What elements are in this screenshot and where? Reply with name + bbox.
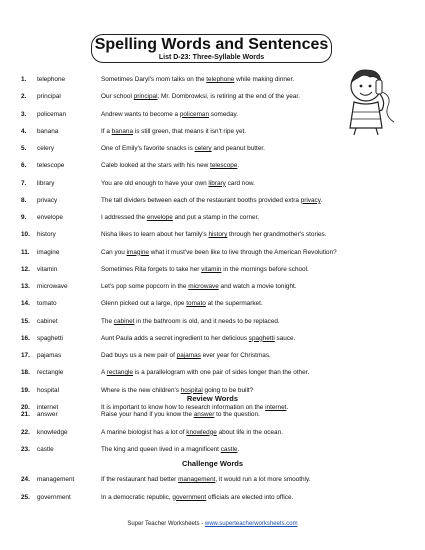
example-sentence [101,143,265,154]
item-number: 22. [21,428,30,436]
sentence-end: going to be built? [202,386,254,394]
underlined-word: imagine [126,248,149,256]
sentence-end: . [286,403,289,411]
example-sentence [101,264,309,275]
sentence-start: Our school [101,93,134,101]
example-sentence [101,160,239,171]
underlined-word: envelope [146,214,173,221]
item-number: 11. [21,248,30,256]
sentence-end: , it would run a lot more smoothly. [215,476,311,483]
underlined-word: privacy [300,196,321,204]
example-sentence [101,409,260,420]
sentence-end: . [237,162,240,170]
boy-on-phone-illustration [340,62,400,137]
underlined-word: answer [193,411,215,418]
underlined-word: microwave [188,283,219,290]
example-sentence [101,195,322,206]
example-sentence [101,333,295,344]
example-sentence [101,444,239,455]
spelling-word: internet [37,403,59,411]
sentence-end: . [320,196,323,204]
spelling-word: policeman [37,110,67,118]
spelling-word: government [37,493,71,501]
sentence-start: Let's pop some popcorn in the [101,283,189,290]
underlined-word: management [178,476,216,483]
sentence-start: The tall dividers between each of the restaurant booths provided extra [101,196,301,204]
underlined-word: spaghetti [248,334,275,342]
sentence-end: sauce. [274,334,296,342]
sentence-end: and put a stamp in the corner. [172,214,260,221]
page-subtitle: List D-23: Three-Syllable Words [158,54,265,61]
underlined-word: library [208,179,226,187]
sentence-end: someday. [209,110,239,118]
example-sentence [101,91,300,102]
footer-link[interactable]: www.superteacherworksheets.com [204,521,298,527]
spelling-word: vitamin [37,265,58,273]
example-sentence [101,109,238,120]
sentence-end: and peanut butter. [211,145,265,152]
example-sentence [101,126,246,137]
spelling-word: imagine [37,248,60,256]
sentence-start: It is important to know how to research information on the [101,403,266,411]
item-number: 15. [21,317,30,325]
item-number: 21. [21,411,30,418]
spelling-word: principal [37,93,61,101]
spelling-word: envelope [37,214,63,221]
item-number: 12. [21,265,30,273]
sentence-start: The king and queen lived in a magnificent [101,446,221,453]
sentence-end: through her grandmother's stories. [227,231,327,239]
underlined-word: policeman [179,110,210,118]
sentence-end: ever year for Christmas. [200,352,271,359]
footer [0,519,425,529]
title-box [91,34,332,63]
sentence-start: Nisha likes to learn about her family's [101,231,209,239]
underlined-word: principal [133,93,158,101]
example-sentence [101,281,297,292]
item-number: 7. [21,179,27,187]
sentence-start: Where is the new children's [101,386,181,394]
sentence-start: Andrew wants to become a [101,110,180,118]
underlined-word: pajamas [176,352,201,359]
item-number: 10. [21,231,30,239]
sentence-start: Aunt Paula adds a secret ingredient to her delicious [101,334,249,342]
example-sentence [101,492,293,503]
sentence-end: in the mornings before school. [221,265,309,273]
sentence-start: One of Emily's favorite snacks is [101,145,195,152]
spelling-word: tomato [37,300,57,308]
underlined-word: telephone [206,76,235,83]
sentence-start: A marine biologist has a lot of [101,428,187,436]
sentence-start: If the restaurant had better [101,476,179,483]
spelling-word: spaghetti [37,334,63,342]
item-number: 5. [21,145,27,152]
sentence-start: Dad buys us a new pair of [101,352,177,359]
item-number: 25. [21,493,30,501]
sentence-start: Sometimes Daryl's mom talks on the [101,76,207,83]
spelling-word: celery [37,145,55,152]
spelling-word: history [37,231,56,239]
sentence-start: If a [101,127,112,135]
sentence-start: In a democratic republic, [101,493,173,501]
underlined-word: tomato [186,300,206,308]
item-number: 14. [21,300,30,308]
sentence-start: The [101,317,114,325]
underlined-word: vitamin [201,265,222,273]
spelling-word: management [37,476,75,483]
item-number: 17. [21,352,30,359]
example-sentence [101,74,294,85]
sentence-end: card now. [225,179,255,187]
underlined-word: cabinet [113,317,135,325]
sentence-end: while making dinner. [234,76,295,83]
underlined-word: knowledge [186,428,217,436]
example-sentence [101,178,255,189]
sentence-end: and watch a movie tonight. [218,283,297,290]
sentence-start: A [101,369,107,377]
spelling-word: privacy [37,196,58,204]
sentence-start: Can you [101,248,127,256]
underlined-word: rectangle [106,369,133,377]
sentence-start: Raise your hand if you know the [101,411,194,418]
sentence-start: Caleb looked at the stars with his new [101,162,211,170]
item-number: 4. [21,127,27,135]
underlined-word: history [208,231,228,239]
underlined-word: telescope [210,162,238,170]
spelling-word: knowledge [37,428,68,436]
underlined-word: celery [194,145,212,152]
review-words-heading: Review Words [186,394,239,403]
example-sentence [101,298,263,309]
example-sentence [101,474,310,485]
spelling-word: microwave [37,283,68,290]
sentence-end: is still green, that means it isn't ripe yet. [133,127,247,135]
item-number: 24. [21,476,30,483]
footer-text: Super Teacher Worksheets - [127,521,205,527]
spelling-word: banana [37,127,59,135]
example-sentence [101,316,280,327]
sentence-end: , Mr. Dombrowksi, is retiring at the end of the year. [157,93,300,101]
example-sentence [101,427,283,438]
spelling-word: cabinet [37,317,58,325]
sentence-end: in the bathroom is old, and it needs to be replaced. [134,317,280,325]
item-number: 13. [21,283,30,290]
sentence-start: Glenn picked out a large, ripe [101,300,187,308]
spelling-word: telescope [37,162,65,170]
item-number: 6. [21,162,27,170]
example-sentence [101,229,327,240]
item-number: 18. [21,369,30,377]
item-number: 19. [21,386,30,394]
underlined-word: internet [265,403,287,411]
spelling-word: pajamas [37,352,62,359]
spelling-word: castle [37,446,54,453]
spelling-word: telephone [37,76,66,83]
spelling-word: rectangle [37,369,64,377]
underlined-word: banana [111,127,133,135]
sentence-end: what it must've been like to live through the American Revolution? [148,248,337,256]
example-sentence [101,247,337,258]
spelling-word: library [37,179,55,187]
item-number: 8. [21,196,27,204]
example-sentence [101,367,309,378]
sentence-end: about life in the ocean. [216,428,283,436]
example-sentence [101,212,259,223]
underlined-word: castle [220,446,238,453]
item-number: 2. [21,93,27,101]
sentence-end: at the supermarket. [205,300,263,308]
sentence-start: You are old enough to have your own [101,179,209,187]
sentence-end: officials are elected into office. [206,493,294,501]
challenge-words-heading: Challenge Words [181,459,244,468]
item-number: 3. [21,110,27,118]
underlined-word: government [172,493,207,501]
item-number: 16. [21,334,30,342]
item-number: 9. [21,214,27,221]
item-number: 23. [21,446,30,453]
underlined-word: hospital [180,386,203,394]
sentence-end: to the question. [214,411,260,418]
sentence-start: I addressed the [101,214,147,221]
spelling-word: hospital [37,386,60,394]
item-number: 1. [21,76,27,83]
example-sentence [101,350,271,361]
item-number: 20. [21,403,30,411]
sentence-start: Sometimes Rita forgets to take her [101,265,202,273]
sentence-end: . [237,446,240,453]
sentence-end: is a parallelogram with one pair of sides longer than the other. [132,369,310,377]
page-title: Spelling Words and Sentences [94,36,329,53]
spelling-word: answer [37,411,58,418]
